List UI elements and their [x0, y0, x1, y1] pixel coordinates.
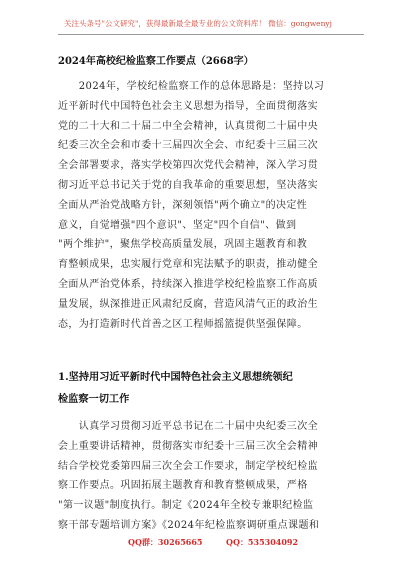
text-line: 结合学校党委第四届三次全会工作要求，制定学校纪检监: [58, 460, 318, 472]
paragraph-section-1: [58, 417, 358, 536]
text-line: 近平新时代中国特色社会主义思想为指导，全面贯彻落实: [58, 100, 318, 112]
text-line: 认真学习贯彻习近平总书记在二十届中央纪委三次全: [58, 421, 318, 432]
heading-line: 1.坚持用习近平新时代中国特色社会主义思想统领纪: [58, 371, 293, 383]
qq-number: QQ：535304092: [226, 537, 299, 547]
section-heading-1: [58, 366, 368, 410]
text-line: 全面从严治党战略方针，深刻领悟"两个确立"的决定性: [58, 199, 308, 211]
header-divider: [58, 34, 364, 35]
text-line: 全会部署要求，落实学校第四次党代会精神，深入学习贯: [58, 160, 318, 172]
text-line: 察干部专题培训方案》《2024年纪检监察调研重点课题和: [58, 519, 320, 531]
text-line: 育整顿成果，忠实履行党章和宪法赋予的职责，推动健全: [58, 259, 318, 271]
text-line: "两个维护"，聚焦学校高质量发展，巩固主题教育和教: [58, 239, 308, 251]
text-line: 2024年，学校纪检监察工作的总体思路是：坚持以习: [58, 81, 325, 92]
paragraph-overview: [58, 77, 358, 334]
text-line: 彻习近平总书记关于党的自我革命的重要思想，坚决落实: [58, 179, 318, 191]
qq-group-number: QQ群：30265665: [128, 537, 203, 547]
text-line: 党的二十大和二十届二中全会精神，认真贯彻二十届中央: [58, 120, 318, 132]
text-line: 会上重要讲话精神，贯彻落实市纪委十三届三次全会精神: [58, 440, 318, 452]
text-line: "第一议题"制度执行。制定《2024年全校专兼职纪检监: [58, 500, 314, 512]
text-line: 全面从严治党体系，持续深入推进学校纪检监察工作高质: [58, 278, 318, 290]
text-line: 察工作要点。巩固拓展主题教育和教育整顿成果，严格: [58, 480, 308, 492]
header-banner: 关注头条号"公文研究"，获得最新最全最专业的公文资料库！ 微信：gongwenyj: [64, 19, 332, 28]
heading-line: 检监察一切工作: [58, 393, 130, 405]
document-title: 2024年高校纪检监察工作要点（2668字）: [58, 56, 254, 67]
text-line: 意义，自觉增强"四个意识"、坚定"四个自信"、做到: [58, 219, 297, 231]
text-line: 态，为打造新时代首善之区工程师摇篮提供坚强保障。: [58, 318, 308, 330]
text-line: 纪委三次全会和市委十三届四次全会、市纪委十三届三次: [58, 140, 318, 152]
text-line: 量发展，纵深推进正风肃纪反腐，营造风清气正的政治生: [58, 298, 318, 310]
